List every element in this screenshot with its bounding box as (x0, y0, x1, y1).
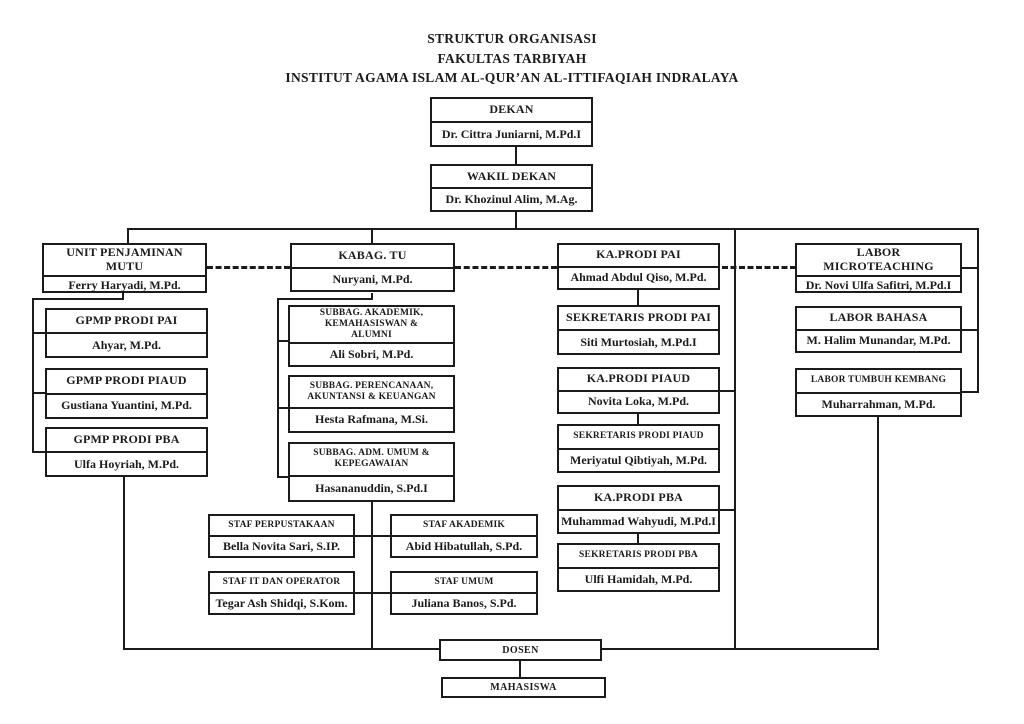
node-sekretaris-prodi-pai-title: SEKRETARIS PRODI PAI (566, 310, 711, 325)
node-sekretaris-prodi-pba (557, 543, 720, 592)
node-ka-prodi-piaud (557, 367, 720, 414)
node-staf-umum-title: STAF UMUM (434, 577, 494, 588)
connector-line (123, 477, 125, 650)
node-wakil-dekan (430, 164, 593, 212)
node-gpmp-prodi-pba-name: Ulfa Hoyriah, M.Pd. (47, 451, 206, 475)
node-wakil-dekan-title: WAKIL DEKAN (466, 168, 557, 183)
node-wakil-dekan-name: Dr. Khozinul Alim, M.Ag. (432, 187, 591, 210)
node-staf-akademik (390, 514, 538, 558)
node-subbag-perencanaan (288, 375, 455, 433)
connector-line (637, 290, 639, 305)
node-ka-prodi-piaud-name: Novita Loka, M.Pd. (559, 390, 718, 413)
node-staf-akademik-title: STAF AKADEMIK (422, 520, 506, 531)
node-labor-tumbuh-kembang-name: Muharrahman, M.Pd. (797, 392, 960, 416)
coordination-dashed-line (722, 266, 796, 269)
connector-line (637, 534, 639, 543)
node-subbag-perencanaan-name: Hesta Rafmana, M.Si. (290, 407, 453, 431)
connector-line (962, 267, 979, 269)
connector-line (515, 212, 517, 228)
node-sekretaris-prodi-pai-name: Siti Murtosiah, M.Pd.I (559, 329, 718, 353)
connector-line (637, 414, 639, 424)
node-ka-prodi-pba-name: Muhammad Wahyudi, M.Pd.I (559, 509, 718, 533)
node-staf-it-dan-operator-title: STAF IT DAN OPERATOR (222, 577, 341, 588)
connector-line (962, 391, 979, 393)
node-subbag-akademik-title: SUBBAG. AKADEMIK, KEMAHASISWAN & ALUMNI (319, 308, 424, 340)
node-subbag-akademik (288, 305, 455, 367)
node-subbag-perencanaan-title: SUBBAG. PERENCANAAN, AKUNTANSI & KEUANGAN (307, 380, 436, 402)
connector-line (127, 230, 129, 243)
node-labor-tumbuh-kembang (795, 368, 962, 417)
node-gpmp-prodi-pai-title: GPMP PRODI PAI (75, 313, 178, 328)
node-gpmp-prodi-pba (45, 427, 208, 477)
connector-line (355, 535, 392, 537)
connector-line (962, 329, 979, 331)
node-gpmp-prodi-piaud-title: GPMP PRODI PIAUD (66, 373, 187, 388)
node-subbag-akademik-name: Ali Sobri, M.Pd. (290, 342, 453, 365)
node-ka-prodi-pba (557, 485, 720, 534)
node-labor-microteaching-name: Dr. Novi Ulfa Safitri, M.Pd.I (797, 275, 960, 294)
connector-line (977, 230, 979, 392)
connector-line (519, 661, 521, 677)
node-sekretaris-prodi-pai (557, 305, 720, 355)
coordination-dashed-line (207, 266, 290, 269)
node-sekretaris-prodi-piaud (557, 424, 720, 473)
node-labor-microteaching (795, 243, 962, 293)
heading-line-1: STRUKTUR ORGANISASI (427, 31, 597, 46)
node-ka-prodi-pai (557, 243, 720, 290)
node-gpmp-prodi-pai (45, 308, 208, 358)
node-labor-bahasa (795, 306, 962, 353)
node-unit-penjaminan-mutu-title: UNIT PENJAMINAN MUTU (66, 245, 183, 273)
connector-line (515, 147, 517, 164)
coordination-dashed-line (455, 266, 557, 269)
node-dosen (439, 639, 602, 661)
node-unit-penjaminan-mutu (42, 243, 207, 293)
node-kabag-tu-name: Nuryani, M.Pd. (292, 267, 453, 291)
node-staf-it-dan-operator (208, 571, 355, 615)
connector-line (734, 230, 736, 649)
connector-line (32, 392, 46, 394)
connector-line (277, 298, 373, 300)
connector-line (371, 230, 373, 243)
connector-line (355, 592, 392, 594)
node-gpmp-prodi-piaud (45, 368, 208, 419)
node-sekretaris-prodi-pba-title: SEKRETARIS PRODI PBA (579, 550, 698, 561)
connector-line (277, 298, 279, 478)
node-gpmp-prodi-pai-name: Ahyar, M.Pd. (47, 332, 206, 356)
node-gpmp-prodi-pba-title: GPMP PRODI PBA (73, 432, 180, 447)
chart-heading (0, 29, 1024, 88)
connector-line (601, 648, 879, 650)
node-labor-tumbuh-kembang-title: LABOR TUMBUH KEMBANG (810, 375, 947, 386)
connector-line (32, 298, 34, 453)
connector-line (371, 502, 373, 650)
node-dekan-title: DEKAN (489, 102, 534, 117)
heading-line-3: INSTITUT AGAMA ISLAM AL-QUR’AN AL-ITTIFAQIAH INDRALAYA (285, 70, 739, 85)
connector-line (720, 509, 736, 511)
heading-line-2: FAKULTAS TARBIYAH (437, 50, 587, 66)
node-subbag-adm-umum-title: SUBBAG. ADM. UMUM & KEPEGAWAIAN (313, 448, 430, 470)
node-staf-umum-name: Juliana Banos, S.Pd. (392, 592, 536, 613)
connector-line (123, 648, 441, 650)
node-staf-perpustakaan-title: STAF PERPUSTAKAAN (228, 520, 335, 531)
node-sekretaris-prodi-piaud-title: SEKRETARIS PRODI PIAUD (573, 431, 704, 442)
node-ka-prodi-piaud-title: KA.PRODI PIAUD (586, 371, 691, 386)
node-ka-prodi-pai-title: KA.PRODI PAI (596, 247, 681, 262)
node-dekan-name: Dr. Cittra Juniarni, M.Pd.I (432, 121, 591, 145)
node-dekan (430, 97, 593, 147)
connector-line (877, 417, 879, 650)
node-labor-bahasa-name: M. Halim Munandar, M.Pd. (797, 329, 960, 352)
connector-line (32, 298, 124, 300)
node-labor-microteaching-title: LABOR MICROTEACHING (823, 245, 934, 273)
node-subbag-adm-umum (288, 442, 455, 502)
node-kabag-tu-title: KABAG. TU (338, 247, 407, 262)
node-ka-prodi-pai-name: Ahmad Abdul Qiso, M.Pd. (559, 266, 718, 289)
node-staf-akademik-name: Abid Hibatullah, S.Pd. (392, 535, 536, 556)
node-subbag-adm-umum-name: Hasananuddin, S.Pd.I (290, 475, 453, 500)
node-gpmp-prodi-piaud-name: Gustiana Yuantini, M.Pd. (47, 393, 206, 418)
node-staf-umum (390, 571, 538, 615)
node-sekretaris-prodi-pba-name: Ulfi Hamidah, M.Pd. (559, 567, 718, 591)
connector-line (720, 390, 736, 392)
connector-line (32, 451, 46, 453)
node-unit-penjaminan-mutu-name: Ferry Haryadi, M.Pd. (44, 275, 205, 294)
node-ka-prodi-pba-title: KA.PRODI PBA (593, 489, 684, 504)
node-staf-perpustakaan (208, 514, 355, 558)
node-kabag-tu (290, 243, 455, 292)
node-mahasiswa-title: MAHASISWA (490, 682, 557, 693)
node-sekretaris-prodi-piaud-name: Meriyatul Qibtiyah, M.Pd. (559, 448, 718, 472)
node-labor-bahasa-title: LABOR BAHASA (829, 310, 928, 325)
connector-line (32, 332, 46, 334)
node-dosen-title: DOSEN (502, 644, 539, 656)
node-mahasiswa (441, 677, 606, 698)
node-staf-perpustakaan-name: Bella Novita Sari, S.IP. (210, 535, 353, 556)
connector-line (127, 228, 979, 230)
node-staf-it-dan-operator-name: Tegar Ash Shidqi, S.Kom. (210, 592, 353, 613)
